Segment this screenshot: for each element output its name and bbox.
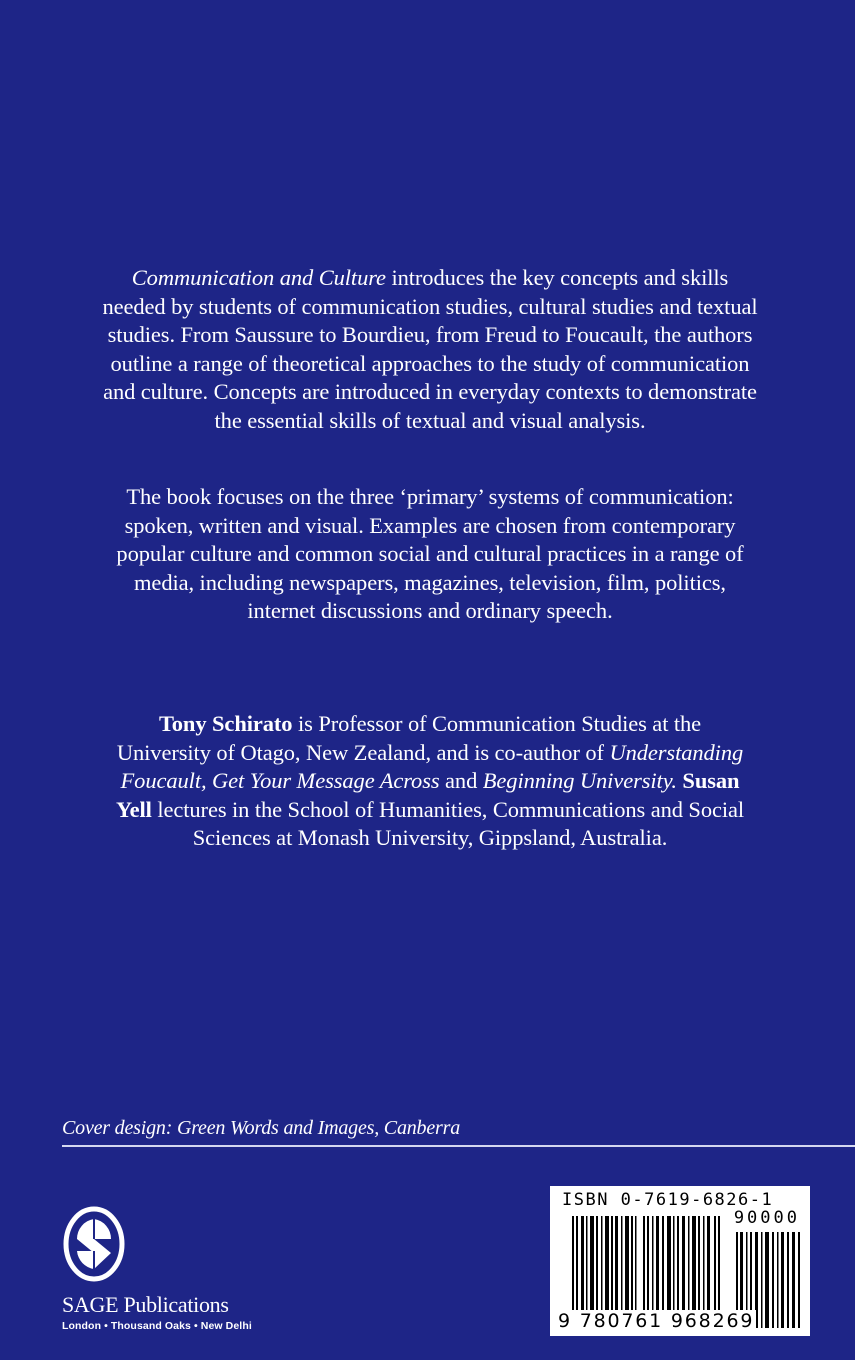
author-name-yell: Susan Yell — [115, 768, 740, 822]
book-title-2: Beginning University. — [482, 768, 677, 794]
author-bio-yell: lectures in the School of Humanities, Communications and Social Sciences at Monash University, Gippsland, Australia. — [151, 796, 745, 851]
divider-line — [62, 1145, 855, 1147]
ean-number: 9 780761 968269 — [558, 1310, 755, 1332]
blurb-paragraph-focus — [105, 483, 755, 626]
author-name-schirato: Tony Schirato — [158, 711, 293, 736]
isbn-number: ISBN 0-7619-6826-1 — [562, 1190, 774, 1210]
publisher-name: SAGE Publications — [62, 1292, 229, 1317]
sage-s-logo-icon — [63, 1205, 125, 1283]
intro-text: introduces the key concepts and skills needed by students of communication studies, cultural studies and textual studies. From Saussure to Bourdieu, from Freud to Foucault, the authors outline a range of theoretical approaches to the study of communication and culture. Concepts are introduced in everyday contexts to demonstrate the essential skills of textual and visual analysis. — [102, 265, 758, 433]
blurb-paragraph-intro — [100, 264, 760, 436]
price-addon-number: 90000 — [733, 1208, 800, 1228]
book-titles-1: Understanding Foucault, Get Your Message Across — [120, 739, 744, 794]
author-bio-schirato: is Professor of Communication Studies at the University of Otago, New Zealand, and is co-author of — [116, 711, 702, 765]
author-bios — [110, 710, 750, 853]
conjunction: and — [439, 768, 483, 794]
cover-design-credit: Cover design: Green Words and Images, Canberra — [62, 1117, 460, 1139]
isbn-barcode — [550, 1186, 810, 1336]
focus-text: The book focuses on the three ‘primary’ systems of communication: spoken, written and visual. Examples are chosen from contemporary popular culture and common social and cultural practices in a range of media, including newspapers, magazines, television, film, politics, internet discussions and ordinary speech. — [116, 484, 744, 624]
book-title: Communication and Culture — [131, 265, 386, 290]
publisher-cities: London • Thousand Oaks • New Delhi — [62, 1320, 252, 1332]
